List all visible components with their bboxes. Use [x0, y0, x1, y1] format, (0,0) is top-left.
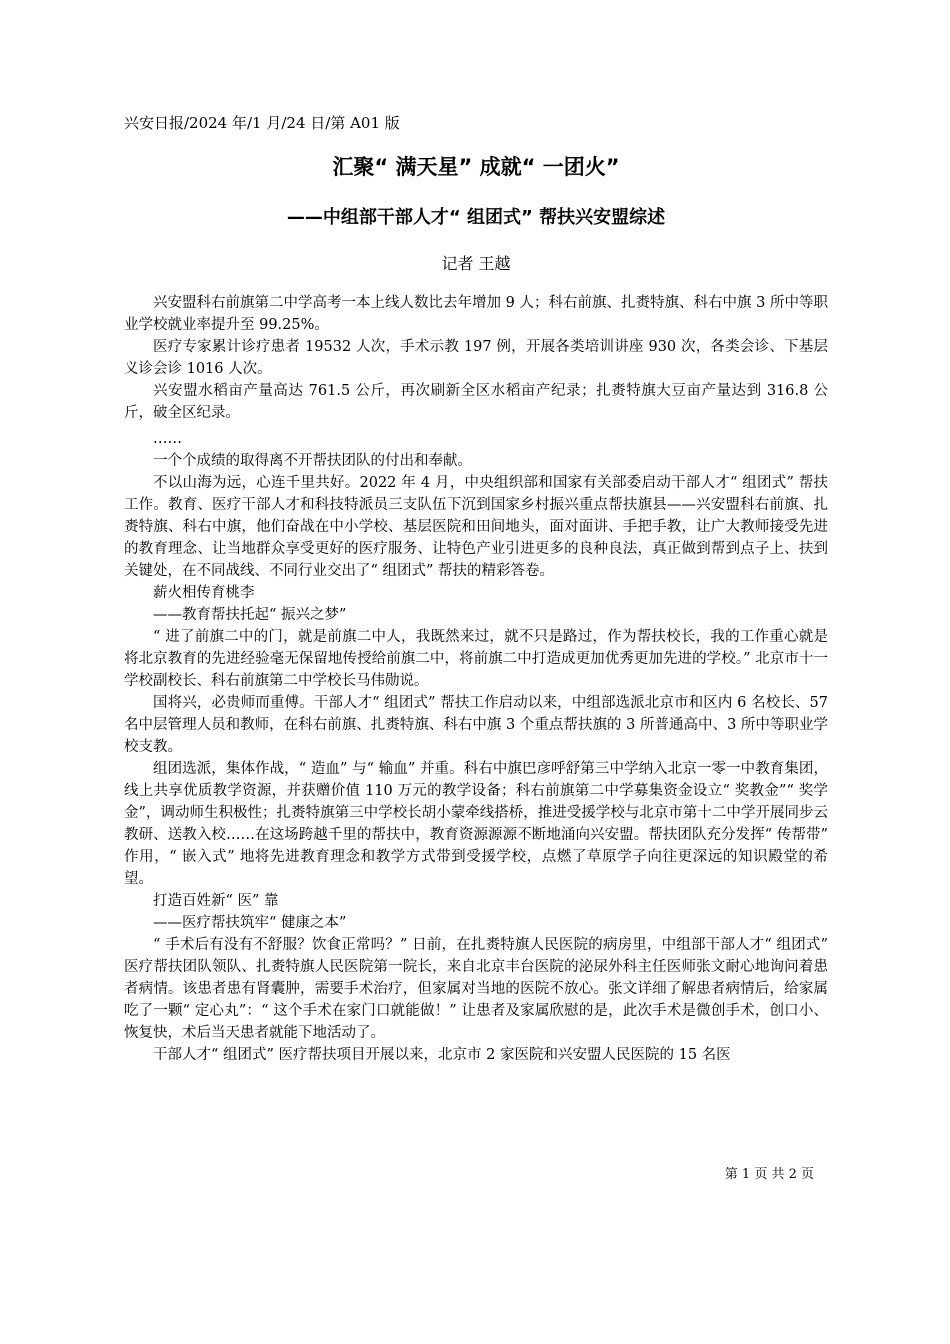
document-page	[124, 112, 828, 1066]
section-subheading: ——医疗帮扶筑牢“ 健康之本”	[153, 915, 347, 931]
section-heading: 打造百姓新“ 医” 靠	[153, 893, 279, 909]
article-title: 汇聚“ 满天星” 成就“ 一团火”	[332, 155, 620, 179]
paragraph: 一个个成绩的取得离不开帮扶团队的付出和奉献。	[153, 453, 472, 469]
page-number: 第 1 页 共 2 页	[724, 1167, 814, 1182]
paragraph: 医疗专家累计诊疗患者 19532 人次，手术示教 197 例，开展各类培训讲座 930 次，各类会诊、下基层义诊会诊 1016 人次。	[124, 339, 828, 377]
section-subheading: ——教育帮扶托起“ 振兴之梦”	[153, 607, 347, 623]
paragraph: “ 手术后有没有不舒服？饮食正常吗？” 日前，在扎赉特旗人民医院的病房里，中组部干部人才“ 组团式” 医疗帮扶团队领队、扎赉特旗人民医院第一院长，来自北京丰台医院的泌尿外科主任医师张文耐心地询问着患者病情。该患者患有肾囊肿，需要手术治疗，但家属对当地的医院不放心。张文详细了解患者病情后，给家属吃了一颗“ 定心丸”：“ 这个手术在家门口就能做！” 让患者及家属欣慰的是，此次手术是微创手术，创口小、恢复快，术后当天患者就能下地活动了。	[124, 937, 828, 1041]
article-author: 记者 王越	[441, 254, 511, 273]
paragraph: 国将兴，必贵师而重傅。干部人才“ 组团式” 帮扶工作启动以来，中组部选派北京市和区内 6 名校长、57 名中层管理人员和教师，在科右前旗、扎赉特旗、科右中旗 3 个重点帮扶旗的 3 所普通高中、3 所中等职业学校支教。	[124, 695, 828, 755]
paragraph: 不以山海为远，心连千里共好。2022 年 4 月，中央组织部和国家有关部委启动干部人才“ 组团式” 帮扶工作。教育、医疗干部人才和科技特派员三支队伍下沉到国家乡村振兴重点帮扶旗县——兴安盟科右前旗、扎赉特旗、科右中旗，他们奋战在中小学校、基层医院和田间地头，面对面讲、手把手教，让广大教师接受先进的教育理念、让当地群众享受更好的医疗服务、让特色产业引进更多的良种良法，真正做到帮到点子上、扶到关键处，在不同战线、不同行业交出了“ 组团式” 帮扶的精彩答卷。	[124, 475, 828, 579]
paragraph: 兴安盟科右前旗第二中学高考一本上线人数比去年增加 9 人；科右前旗、扎赉特旗、科右中旗 3 所中等职业学校就业率提升至 99.25%。	[124, 295, 828, 333]
newspaper-source: 兴安日报/2024 年/1 月/24 日/第 A01 版	[124, 114, 400, 132]
paragraph: 组团选派，集体作战，“ 造血” 与“ 输血” 并重。科右中旗巴彦呼舒第三中学纳入北京一零一中教育集团，线上共享优质教学资源，并获赠价值 110 万元的教学设备；科右前旗第二中学募集资金设立“ 奖教金”“ 奖学金”，调动师生积极性；扎赉特旗第三中学校长胡小蒙牵线搭桥，推进受援学校与北京市第十二中学开展同步云教研、送教入校……在这场跨越千里的帮扶中，教育资源源源不断地涌向兴安盟。帮扶团队充分发挥“ 传帮带” 作用，“ 嵌入式” 地将先进教育理念和教学方式带到受援学校，点燃了草原学子向往更深远的知识殿堂的希望。	[124, 761, 828, 887]
ellipsis-line: ……	[153, 431, 182, 447]
paragraph: 兴安盟水稻亩产量高达 761.5 公斤，再次刷新全区水稻亩产纪录；扎赉特旗大豆亩产量达到 316.8 公斤，破全区纪录。	[124, 383, 828, 421]
paragraph: 干部人才“ 组团式” 医疗帮扶项目开展以来，北京市 2 家医院和兴安盟人民医院的 15 名医	[153, 1047, 731, 1063]
article-body	[124, 292, 828, 1066]
section-heading: 薪火相传育桃李	[153, 585, 255, 601]
paragraph: “ 进了前旗二中的门，就是前旗二中人，我既然来过，就不只是路过，作为帮扶校长，我的工作重心就是将北京教育的先进经验毫无保留地传授给前旗二中，将前旗二中打造成更加优秀更加先进的学校。” 北京市十一学校副校长、科右前旗第二中学校长马伟勋说。	[124, 629, 828, 689]
article-subtitle: ——中组部干部人才“ 组团式” 帮扶兴安盟综述	[286, 207, 666, 228]
